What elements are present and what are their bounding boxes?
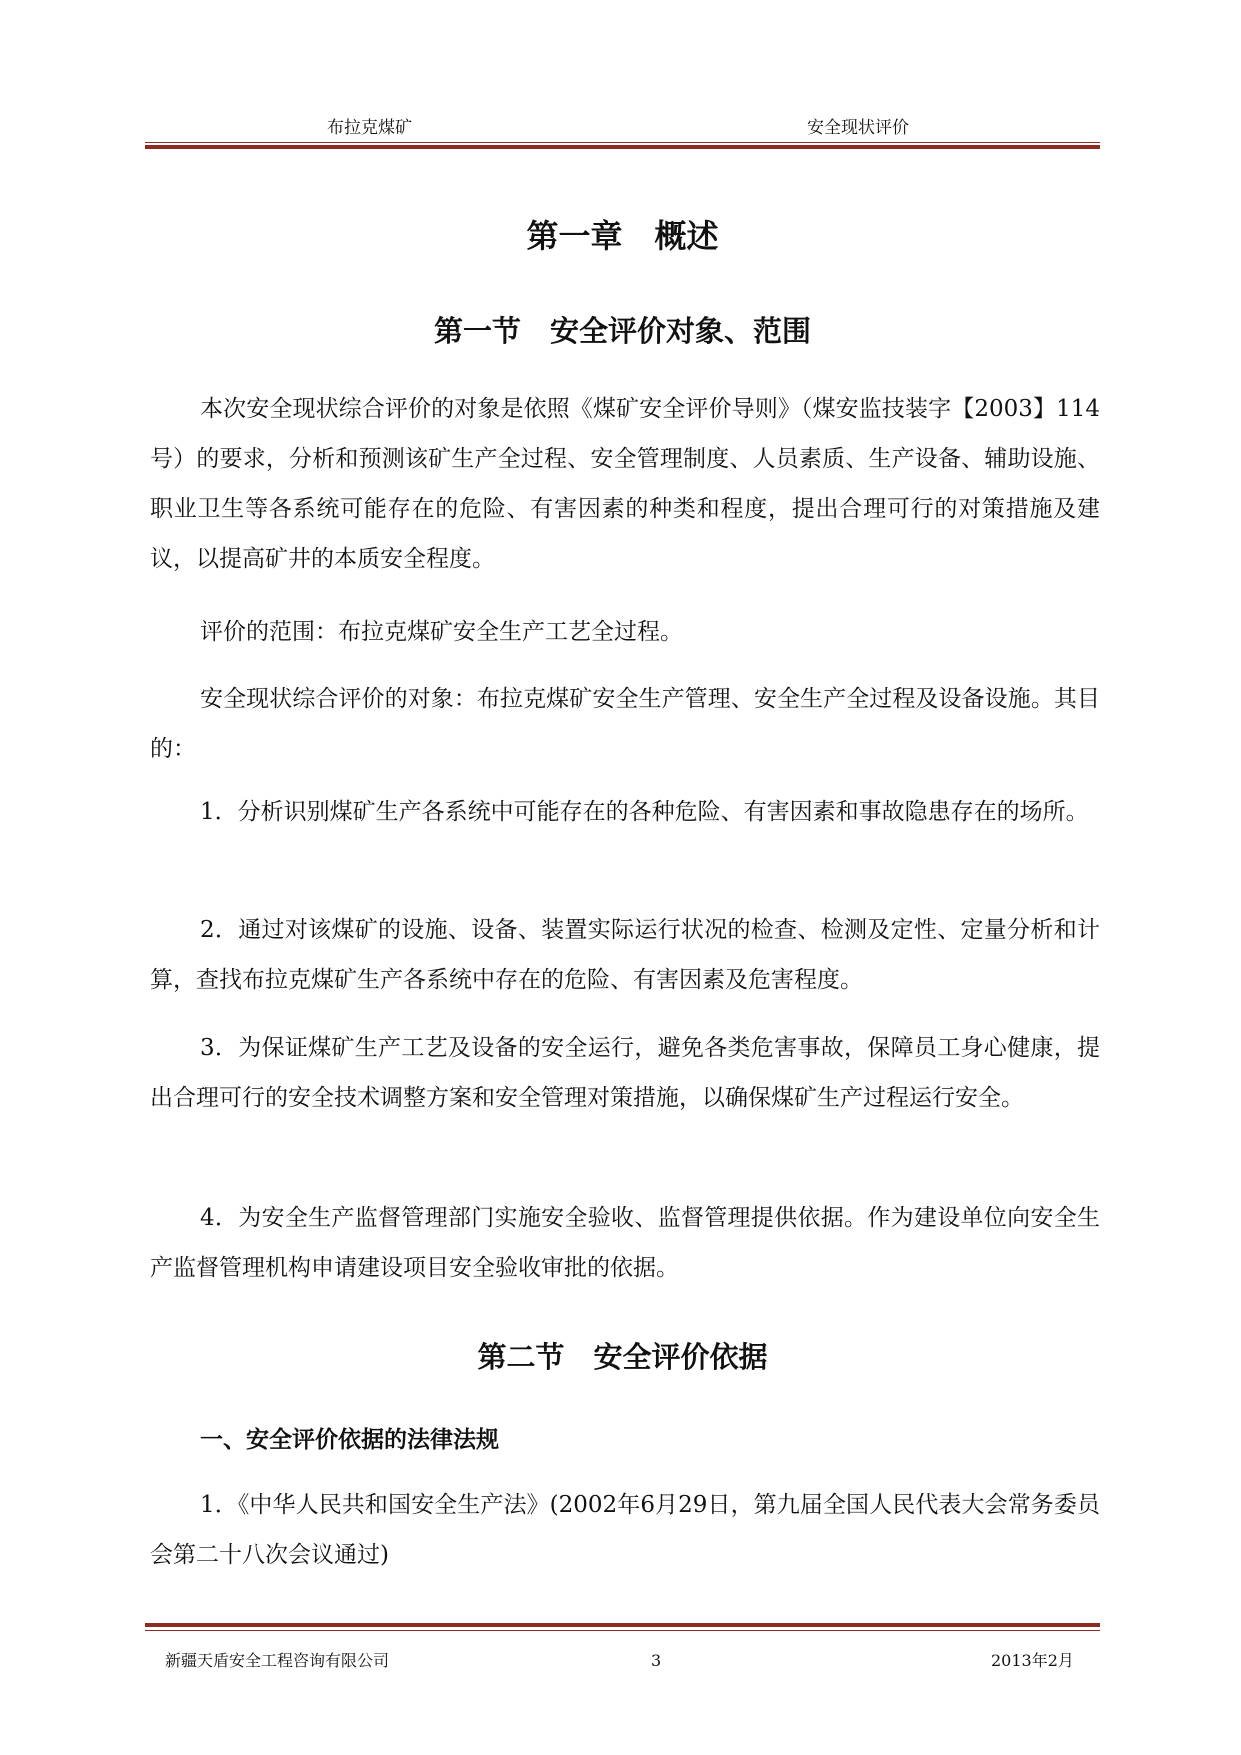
list-item: 1．《中华人民共和国安全生产法》(2002年6月29日，第九届全国人民代表大会常务委员会第二十八次会议通过) bbox=[150, 1492, 1100, 1568]
subsection-title: 一、安全评价依据的法律法规 bbox=[200, 1427, 499, 1453]
header-left-text: 布拉克煤矿 bbox=[327, 118, 412, 138]
list-item: 1．分析识别煤矿生产各系统中可能存在的各种危险、有害因素和事故隐患存在的场所。 bbox=[200, 799, 1089, 825]
header-rule-thick bbox=[145, 145, 1100, 149]
footer-company: 新疆天盾安全工程咨询有限公司 bbox=[165, 1651, 390, 1670]
footer-rule-thin bbox=[145, 1630, 1100, 1631]
header-rule-thin bbox=[145, 142, 1100, 143]
list-item: 3．为保证煤矿生产工艺及设备的安全运行，避免各类危害事故，保障员工身心健康，提出合理可行的安全技术调整方案和安全管理对策措施，以确保煤矿生产过程运行安全。 bbox=[150, 1035, 1100, 1111]
footer-rule-thick bbox=[145, 1623, 1100, 1627]
list-item: 2．通过对该煤矿的设施、设备、装置实际运行状况的检查、检测及定性、定量分析和计算，查找布拉克煤矿生产各系统中存在的危险、有害因素及危害程度。 bbox=[150, 917, 1100, 993]
list-item: 4．为安全生产监督管理部门实施安全验收、监督管理提供依据。作为建设单位向安全生产监督管理机构申请建设项目安全验收审批的依据。 bbox=[150, 1205, 1100, 1281]
paragraph: 本次安全现状综合评价的对象是依照《煤矿安全评价导则》（煤安监技装字【2003】114号）的要求，分析和预测该矿生产全过程、安全管理制度、人员素质、生产设备、辅助设施、职业卫生等各系统可能存在的危险、有害因素的种类和程度，提出合理可行的对策措施及建议，以提高矿井的本质安全程度。 bbox=[150, 396, 1100, 572]
chapter-title: 第一章 概述 bbox=[526, 217, 719, 255]
page-number: 3 bbox=[651, 1651, 662, 1670]
header-right-text: 安全现状评价 bbox=[807, 118, 909, 138]
section-1-title: 第一节 安全评价对象、范围 bbox=[433, 314, 811, 348]
paragraph: 评价的范围：布拉克煤矿安全生产工艺全过程。 bbox=[200, 619, 683, 645]
section-2-title: 第二节 安全评价依据 bbox=[477, 1340, 768, 1374]
footer-date: 2013年2月 bbox=[991, 1651, 1074, 1670]
paragraph: 安全现状综合评价的对象：布拉克煤矿安全生产管理、安全生产全过程及设备设施。其目的： bbox=[150, 686, 1100, 762]
